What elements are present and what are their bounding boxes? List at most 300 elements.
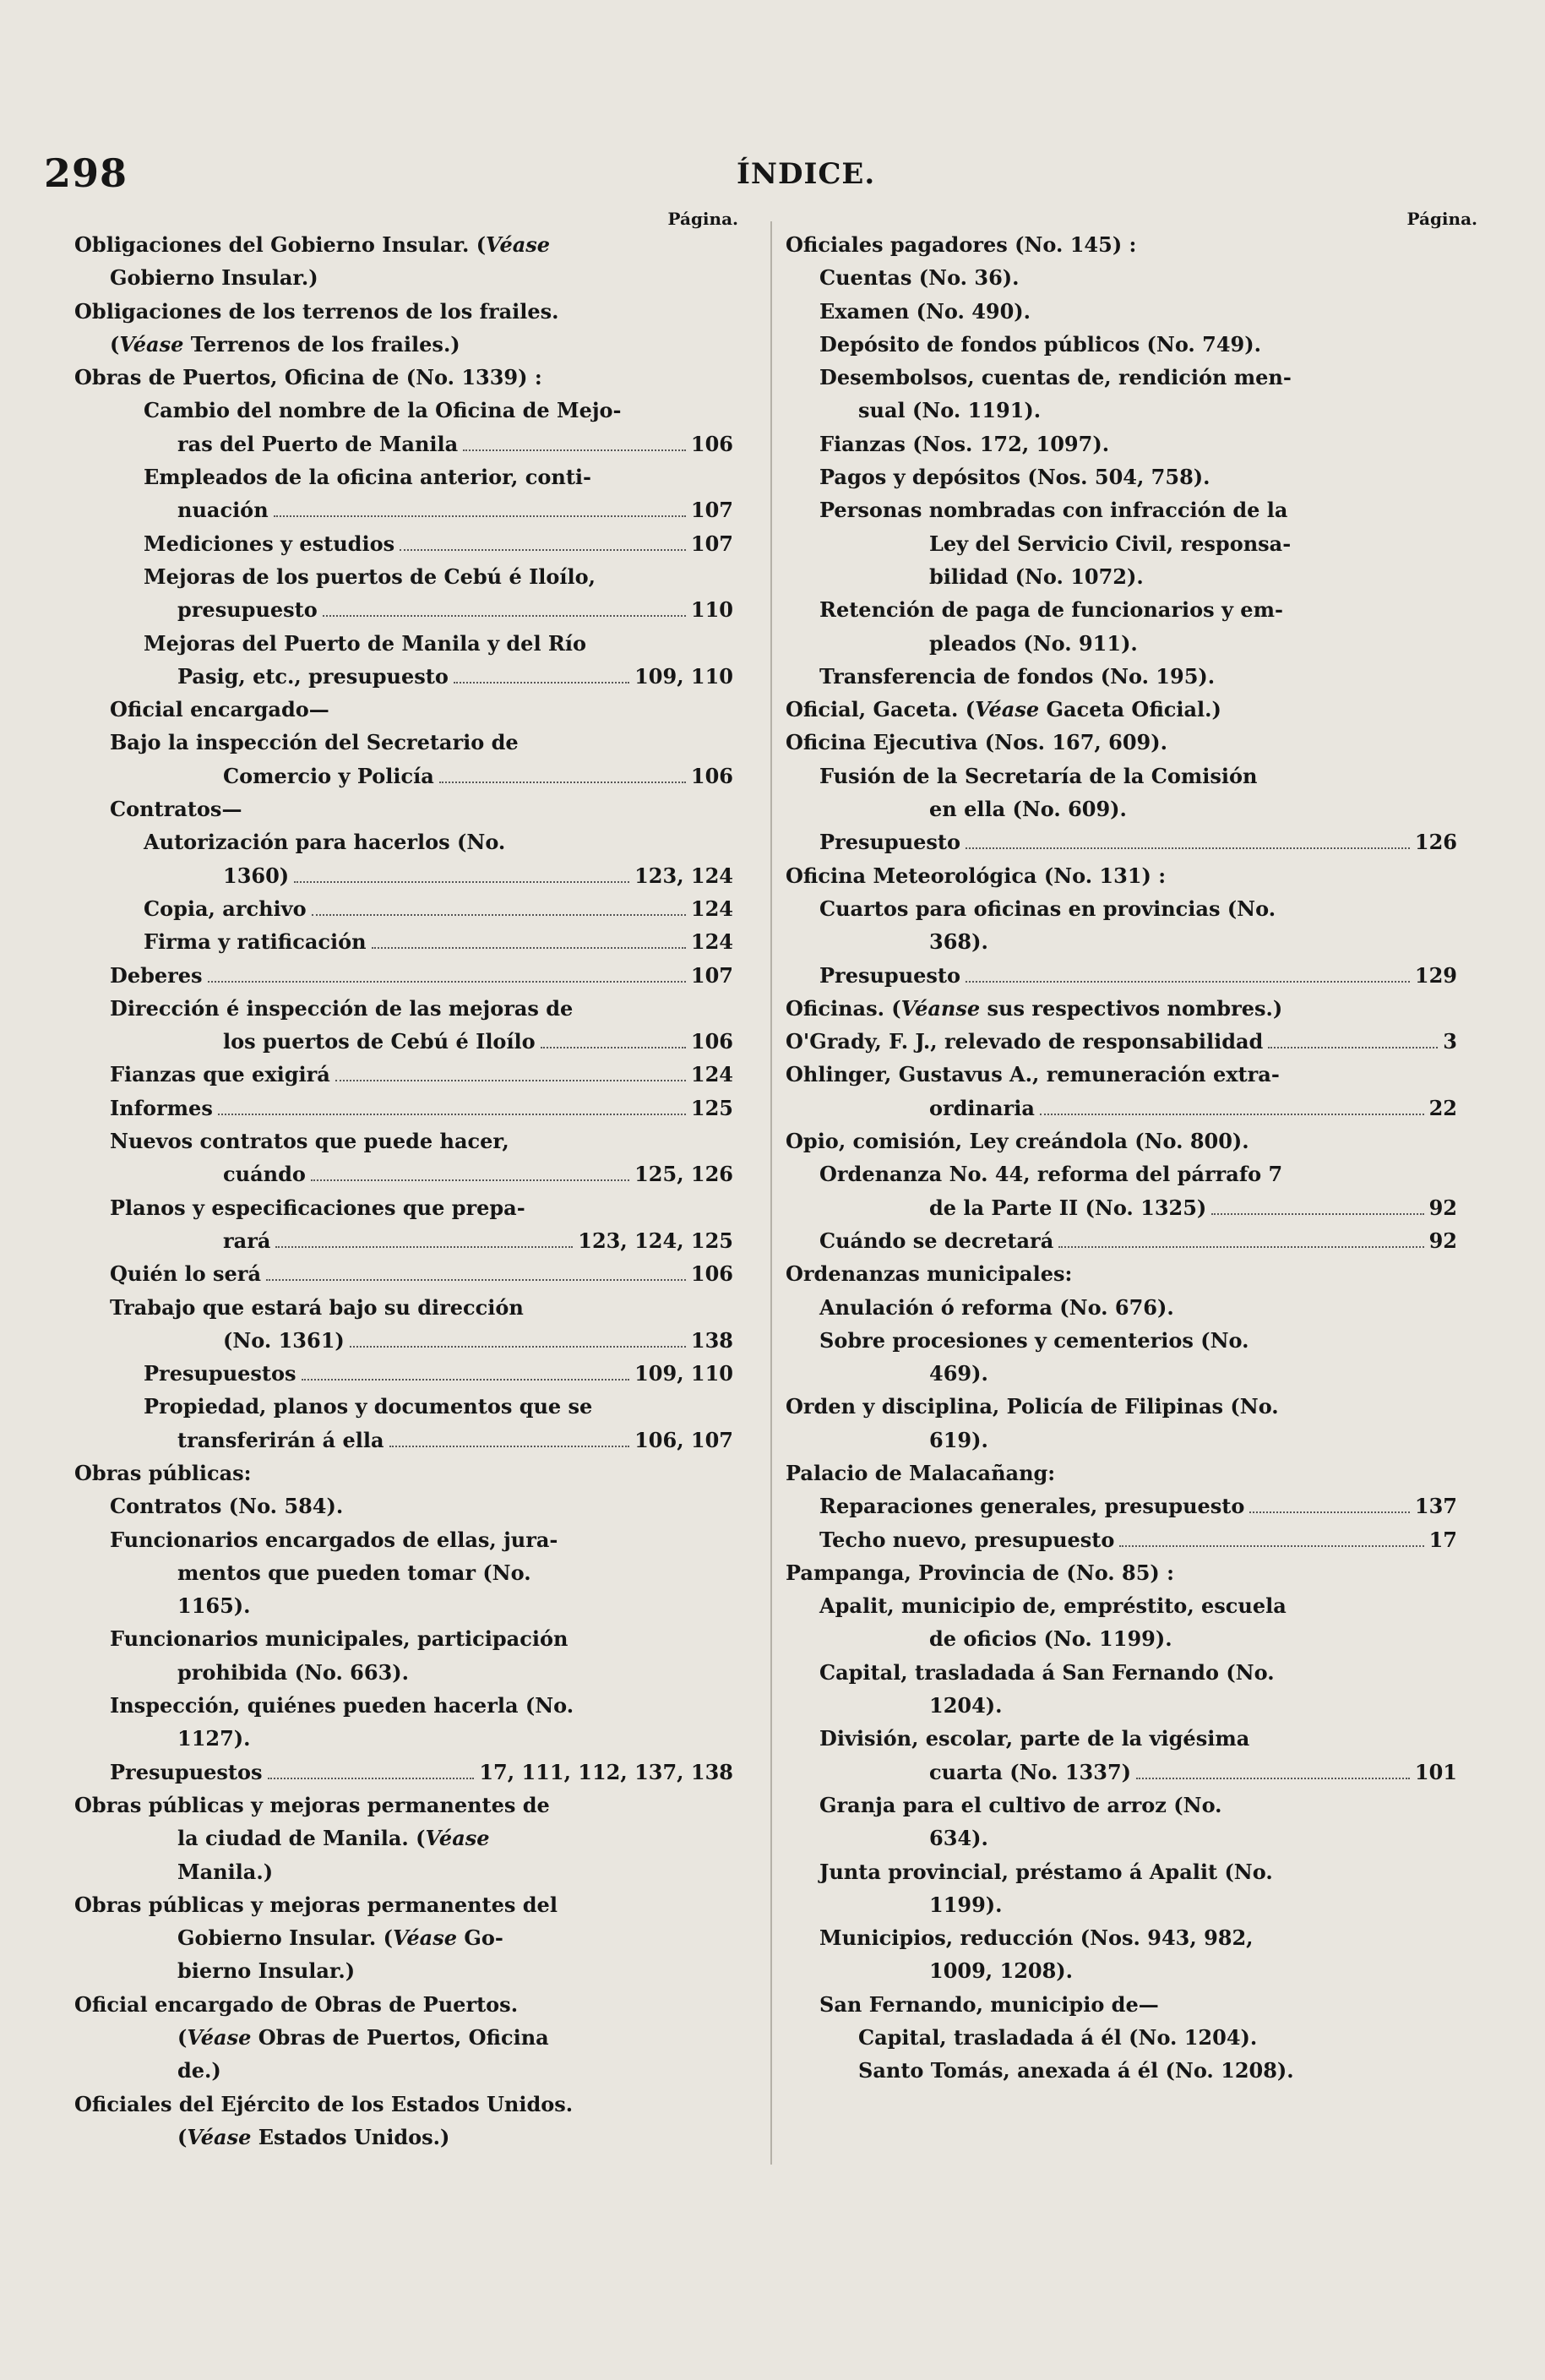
dot-leader: [275, 1245, 573, 1248]
dot-leader: [312, 913, 686, 916]
index-entry: [74, 261, 733, 294]
entry-text: 1009, 1208).: [929, 1958, 1074, 1984]
index-entry: [786, 1756, 1457, 1789]
index-entry: [786, 1424, 1457, 1457]
entry-text: 1204).: [929, 1693, 1003, 1718]
entry-text: de.): [177, 2058, 221, 2083]
entry-text: cuarta (No. 1337): [929, 1759, 1131, 1784]
entry-text: Capital, trasladada á San Fernando (No.: [819, 1659, 1275, 1685]
entry-text: Informes: [110, 1095, 213, 1120]
entry-text: Contratos—: [110, 797, 242, 822]
entry-text: Propiedad, planos y documentos que se: [144, 1394, 593, 1419]
entry-text-continued: Obras de Puertos, Oficina: [251, 2025, 549, 2051]
index-entry: [74, 2021, 733, 2054]
entry-text: Presupuestos: [144, 1361, 296, 1386]
index-entry: [786, 1257, 1457, 1290]
page-reference: 92: [1428, 1228, 1457, 1253]
index-entry: [786, 1921, 1457, 1954]
index-entry: [786, 2054, 1457, 2087]
entry-text: ordinaria: [929, 1095, 1035, 1120]
entry-text: 1199).: [929, 1892, 1003, 1917]
index-entry: [786, 560, 1457, 593]
index-entry: [786, 859, 1457, 892]
index-entry: [786, 1191, 1457, 1224]
entry-text: Inspección, quiénes pueden hacerla (No.: [110, 1693, 574, 1718]
index-entry: [74, 593, 733, 626]
entry-text: Obras de Puertos, Oficina de (No. 1339) :: [74, 365, 542, 390]
index-entry: [74, 1689, 733, 1722]
entry-text: Capital, trasladada á él (No. 1204).: [858, 2025, 1258, 2051]
entry-text: Pagos y depósitos (Nos. 504, 758).: [819, 465, 1210, 490]
entry-text-continued: sus respectivos nombres.): [980, 995, 1283, 1021]
index-entry: [74, 660, 733, 693]
dot-leader: [268, 1777, 475, 1779]
page-header: [44, 150, 1497, 201]
entry-text: bierno Insular.): [177, 1958, 356, 1984]
entry-text: 634).: [929, 1826, 988, 1851]
entry-text: Quién lo será: [110, 1261, 262, 1287]
index-entry: [786, 1224, 1457, 1257]
entry-text: en ella (No. 609).: [929, 797, 1127, 822]
dot-leader: [1136, 1777, 1410, 1779]
page-reference: 123, 124: [634, 863, 733, 888]
index-entry: [786, 1689, 1457, 1722]
index-entry: [74, 1954, 733, 1987]
see-reference: Véase: [975, 697, 1040, 722]
index-entry: [74, 2121, 733, 2154]
index-entry: [786, 1954, 1457, 1987]
index-entry: [786, 1092, 1457, 1125]
index-entry: [74, 726, 733, 759]
dot-leader: [274, 515, 686, 517]
page-reference: 109, 110: [634, 663, 733, 689]
dot-leader: [1119, 1544, 1423, 1547]
page-reference: 123, 124, 125: [578, 1228, 733, 1253]
index-entries-right: [786, 228, 1457, 2088]
index-entry: [74, 493, 733, 526]
index-entry: [74, 792, 733, 825]
entry-text: 469).: [929, 1361, 988, 1386]
index-entry: [74, 1058, 733, 1091]
entry-text: Oficina Ejecutiva (Nos. 167, 609).: [786, 730, 1167, 755]
index-entry: [786, 1490, 1457, 1522]
entry-text: Cambio del nombre de la Oficina de Mejo-: [144, 398, 622, 423]
index-entry: [786, 660, 1457, 693]
index-entry: [74, 1424, 733, 1457]
page-reference: 3: [1443, 1029, 1457, 1054]
index-entry: [74, 460, 733, 493]
index-entry: [786, 1357, 1457, 1390]
index-entry: [74, 2054, 733, 2087]
entry-text: Mediciones y estudios: [144, 531, 395, 556]
page-reference: 126: [1414, 830, 1457, 855]
index-entry: [74, 1921, 733, 1954]
entry-text: Apalit, municipio de, empréstito, escuela: [819, 1593, 1287, 1619]
see-reference: Véase: [187, 2025, 252, 2051]
dot-leader: [302, 1378, 630, 1381]
index-entry: [74, 1523, 733, 1556]
index-entry: [74, 1357, 733, 1390]
index-entry: [786, 1157, 1457, 1190]
pagina-header-right: Página.: [1406, 209, 1477, 229]
pagina-header-left: Página.: [667, 209, 738, 229]
index-entry: [786, 1656, 1457, 1689]
index-entry: [74, 1589, 733, 1622]
entry-text: Obras públicas y mejoras permanentes del: [74, 1892, 558, 1917]
index-entry: [786, 1556, 1457, 1589]
page-reference: 22: [1428, 1095, 1457, 1120]
dot-leader: [1268, 1046, 1438, 1048]
entry-text: sual (No. 1191).: [858, 398, 1042, 423]
index-entry: [786, 792, 1457, 825]
page-reference: 106: [690, 1261, 733, 1287]
see-reference: Véase: [425, 1826, 490, 1851]
entry-text: Fusión de la Secretaría de la Comisión: [819, 763, 1258, 788]
entry-text: San Fernando, municipio de—: [819, 1991, 1159, 2017]
dot-leader: [218, 1113, 686, 1115]
entry-text: Fianzas que exigirá: [110, 1062, 330, 1087]
entry-text: Oficiales pagadores (No. 145) :: [786, 232, 1137, 257]
entry-text: 1360): [223, 863, 290, 888]
dot-leader: [400, 548, 686, 551]
entry-text-continued: Estados Unidos.): [251, 2124, 450, 2149]
index-entry: [786, 1822, 1457, 1854]
index-entry: [786, 428, 1457, 460]
dot-leader: [1211, 1212, 1423, 1215]
dot-leader: [294, 880, 629, 883]
index-entry: [74, 560, 733, 593]
index-entry: [786, 925, 1457, 958]
entry-text: rará: [223, 1228, 271, 1253]
entry-text: Palacio de Malacañang:: [786, 1460, 1056, 1485]
entry-text: Obligaciones del Gobierno Insular. (: [74, 232, 487, 257]
index-entry: [786, 1025, 1457, 1058]
dot-leader: [350, 1345, 686, 1348]
index-entry: [786, 1622, 1457, 1655]
index-entry: [74, 1490, 733, 1522]
page-reference: 109, 110: [634, 1361, 733, 1386]
page-reference: 125, 126: [634, 1162, 733, 1187]
entry-text: Copia, archivo: [144, 896, 307, 921]
entry-text: Presupuestos: [110, 1759, 263, 1784]
entry-text: 1165).: [177, 1593, 251, 1619]
page-reference: 17, 111, 112, 137, 138: [479, 1759, 733, 1784]
entry-text: presupuesto: [177, 597, 318, 623]
index-entry: [786, 593, 1457, 626]
entry-text: Contratos (No. 584).: [110, 1494, 344, 1519]
entry-text: Oficial, Gaceta. (: [786, 697, 976, 722]
page-reference: 137: [1414, 1494, 1457, 1519]
dot-leader: [323, 614, 686, 617]
entry-text: Techo nuevo, presupuesto: [819, 1527, 1115, 1552]
index-entry: [786, 1390, 1457, 1423]
index-entry: [786, 1324, 1457, 1357]
entry-text: Cuartos para oficinas en provincias (No.: [819, 896, 1276, 921]
entry-text: ras del Puerto de Manila: [177, 431, 459, 456]
dot-leader: [1058, 1245, 1423, 1248]
dot-leader: [208, 980, 686, 983]
page-reference: 106: [690, 1029, 733, 1054]
entry-text: Autorización para hacerlos (No.: [144, 830, 506, 855]
index-entry: [74, 428, 733, 460]
index-entry: [74, 527, 733, 560]
index-entry: [74, 1622, 733, 1655]
index-entry: [786, 1125, 1457, 1157]
index-entry: [786, 1291, 1457, 1324]
index-entry: [74, 2088, 733, 2121]
column-divider: [770, 221, 772, 2165]
entry-text: 368).: [929, 929, 988, 955]
entry-text: de la Parte II (No. 1325): [929, 1195, 1207, 1220]
entry-text: Oficina Meteorológica (No. 131) :: [786, 863, 1167, 888]
entry-text: Comercio y Policía: [223, 763, 434, 788]
index-entry: [786, 1058, 1457, 1091]
dot-leader: [311, 1179, 629, 1181]
entry-text: Junta provincial, préstamo á Apalit (No.: [819, 1859, 1273, 1884]
index-entry: [786, 295, 1457, 328]
page-reference: 124: [690, 929, 733, 955]
entry-text: los puertos de Cebú é Iloílo: [223, 1029, 536, 1054]
entry-text: 1127).: [177, 1726, 251, 1751]
entry-text: (: [177, 2025, 188, 2051]
index-entry: [74, 1257, 733, 1290]
entry-text: pleados (No. 911).: [929, 630, 1138, 656]
page-reference: 107: [690, 531, 733, 556]
entry-text: (No. 1361): [223, 1327, 345, 1353]
entry-text: Funcionarios municipales, participación: [110, 1626, 568, 1652]
dot-leader: [439, 781, 686, 783]
entry-text: Nuevos contratos que puede hacer,: [110, 1129, 509, 1154]
entry-text: Examen (No. 490).: [819, 298, 1031, 324]
index-entry: [74, 1822, 733, 1854]
index-entry: [74, 1722, 733, 1755]
index-column-left: [74, 209, 738, 2154]
entry-text: Manila.): [177, 1859, 274, 1884]
index-entry: [74, 394, 733, 427]
index-entry: [74, 959, 733, 992]
page-reference: 107: [690, 962, 733, 988]
index-entry: [786, 1789, 1457, 1822]
entry-text: Pampanga, Provincia de (No. 85) :: [786, 1560, 1174, 1585]
entry-text: Ordenanza No. 44, reforma del párrafo 7: [819, 1162, 1283, 1187]
entry-text: cuándo: [223, 1162, 306, 1187]
entry-text: Opio, comisión, Ley creándola (No. 800).: [786, 1129, 1249, 1154]
index-entry: [786, 726, 1457, 759]
entry-text: Reparaciones generales, presupuesto: [819, 1494, 1245, 1519]
dot-leader: [266, 1278, 686, 1281]
page-reference: 106: [690, 431, 733, 456]
index-column-right: [786, 209, 1477, 2088]
page-reference: 129: [1414, 962, 1457, 988]
index-entry: [786, 394, 1457, 427]
entry-text: prohibida (No. 663).: [177, 1659, 409, 1685]
entry-text: Oficial encargado de Obras de Puertos.: [74, 1991, 519, 2017]
index-entry: [74, 859, 733, 892]
entry-text: División, escolar, parte de la vigésima: [819, 1726, 1250, 1751]
entry-text: Mejoras del Puerto de Manila y del Río: [144, 630, 586, 656]
entry-text: 619).: [929, 1427, 988, 1452]
index-entry: [786, 1988, 1457, 2021]
index-entry: [786, 361, 1457, 394]
entry-text: Santo Tomás, anexada á él (No. 1208).: [858, 2058, 1294, 2083]
entry-text: Oficiales del Ejército de los Estados Unidos.: [74, 2091, 574, 2116]
entry-text: Transferencia de fondos (No. 195).: [819, 663, 1216, 689]
index-entry: [786, 992, 1457, 1025]
entry-text: Ley del Servicio Civil, responsa-: [929, 531, 1292, 556]
entry-text-continued: Go-: [456, 1925, 503, 1951]
dot-leader: [966, 980, 1410, 983]
running-head: ÍNDICE.: [737, 157, 876, 191]
index-entry: [74, 1092, 733, 1125]
index-entry: [74, 1224, 733, 1257]
entry-text: Municipios, reducción (Nos. 943, 982,: [819, 1925, 1254, 1951]
entry-text: Fianzas (Nos. 172, 1097).: [819, 431, 1110, 456]
index-entry: [74, 992, 733, 1025]
entry-text: Dirección é inspección de las mejoras de: [110, 995, 574, 1021]
entry-text-continued: Gaceta Oficial.): [1039, 697, 1221, 722]
index-entry: [74, 693, 733, 726]
entry-text: Ordenanzas municipales:: [786, 1261, 1073, 1287]
entry-text: Deberes: [110, 962, 203, 988]
entry-text: Pasig, etc., presupuesto: [177, 663, 449, 689]
index-entry: [74, 1988, 733, 2021]
entry-text: Granja para el cultivo de arroz (No.: [819, 1792, 1222, 1817]
dot-leader: [454, 681, 629, 684]
entry-text: Personas nombradas con infracción de la: [819, 498, 1288, 523]
index-entry: [786, 825, 1457, 858]
index-entry: [74, 328, 733, 361]
index-entry: [74, 361, 733, 394]
page-reference: 124: [690, 1062, 733, 1087]
dot-leader: [372, 946, 686, 949]
entry-text: Presupuesto: [819, 830, 961, 855]
entry-text: Gobierno Insular. (: [177, 1925, 393, 1951]
index-entry: [74, 1656, 733, 1689]
entry-text: Obras públicas y mejoras permanentes de: [74, 1792, 550, 1817]
index-entry: [74, 627, 733, 660]
entry-text: Planos y especificaciones que prepa-: [110, 1195, 525, 1220]
page-reference: 101: [1414, 1759, 1457, 1784]
index-entry: [786, 228, 1457, 261]
page-reference: 106: [690, 763, 733, 788]
index-entry: [786, 892, 1457, 925]
index-entry: [786, 627, 1457, 660]
entry-text: Bajo la inspección del Secretario de: [110, 730, 519, 755]
entry-text: mentos que pueden tomar (No.: [177, 1560, 531, 1585]
index-entry: [74, 1125, 733, 1157]
entry-text: Presupuesto: [819, 962, 961, 988]
entry-text: la ciudad de Manila. (: [177, 1826, 426, 1851]
index-entry: [74, 1025, 733, 1058]
dot-leader: [335, 1079, 686, 1081]
page-reference: 107: [690, 498, 733, 523]
dot-leader: [1249, 1511, 1409, 1513]
page-reference: 138: [690, 1327, 733, 1353]
index-entry: [74, 1855, 733, 1888]
entry-text: transferirán á ella: [177, 1427, 384, 1452]
index-entry: [74, 825, 733, 858]
entry-text: Retención de paga de funcionarios y em-: [819, 597, 1283, 623]
entry-text: bilidad (No. 1072).: [929, 564, 1144, 589]
index-entry: [74, 892, 733, 925]
entry-text: Orden y disciplina, Policía de Filipinas (No.: [786, 1394, 1279, 1419]
entry-text: Ohlinger, Gustavus A., remuneración extra-: [786, 1062, 1280, 1087]
index-entry: [74, 1291, 733, 1324]
page-reference: 124: [690, 896, 733, 921]
entry-text: (: [177, 2124, 188, 2149]
index-entry: [786, 693, 1457, 726]
page-reference: 92: [1428, 1195, 1457, 1220]
index-entry: [74, 1324, 733, 1357]
dot-leader: [966, 847, 1410, 849]
entry-text: O'Grady, F. J., relevado de responsabilidad: [786, 1029, 1264, 1054]
see-reference: Véanse: [900, 995, 981, 1021]
entry-text: Oficinas. (: [786, 995, 901, 1021]
index-entry: [786, 1523, 1457, 1556]
entry-text: (: [110, 331, 120, 357]
entry-text: Oficial encargado—: [110, 697, 329, 722]
index-entry: [786, 1722, 1457, 1755]
index-entry: [786, 1888, 1457, 1921]
entry-text: Firma y ratificación: [144, 929, 367, 955]
entry-text: Anulación ó reforma (No. 676).: [819, 1294, 1174, 1320]
entry-text: Funcionarios encargados de ellas, jura-: [110, 1527, 558, 1552]
index-entry: [786, 959, 1457, 992]
see-reference: Véase: [392, 1925, 457, 1951]
index-entry: [74, 1457, 733, 1490]
entry-text: Sobre procesiones y cementerios (No.: [819, 1327, 1249, 1353]
index-entry: [786, 2021, 1457, 2054]
entry-text: Trabajo que estará bajo su dirección: [110, 1294, 524, 1320]
index-entry: [786, 493, 1457, 526]
entry-text: Empleados de la oficina anterior, conti-: [144, 465, 592, 490]
index-entry: [74, 295, 733, 328]
index-entries-left: [74, 228, 733, 2154]
index-entry: [74, 760, 733, 792]
index-entry: [786, 261, 1457, 294]
entry-text: Obligaciones de los terrenos de los frailes.: [74, 298, 559, 324]
dot-leader: [463, 449, 686, 451]
index-entry: [786, 1855, 1457, 1888]
index-entry: [786, 760, 1457, 792]
dot-leader: [541, 1046, 686, 1048]
page-reference: 17: [1428, 1527, 1457, 1552]
index-entry: [74, 1390, 733, 1423]
entry-text: Depósito de fondos públicos (No. 749).: [819, 331, 1261, 357]
dot-leader: [1040, 1113, 1424, 1115]
see-reference: Véase: [486, 232, 551, 257]
index-entry: [786, 1457, 1457, 1490]
index-entry: [786, 1589, 1457, 1622]
index-entry: [74, 925, 733, 958]
entry-text-continued: Terrenos de los frailes.): [183, 331, 460, 357]
entry-text: Mejoras de los puertos de Cebú é Iloílo,: [144, 564, 596, 589]
entry-text: Cuándo se decretará: [819, 1228, 1054, 1253]
entry-text: Cuentas (No. 36).: [819, 265, 1020, 291]
index-entry: [74, 1556, 733, 1589]
entry-text: Obras públicas:: [74, 1460, 252, 1485]
entry-text: Gobierno Insular.): [110, 265, 318, 291]
see-reference: Véase: [119, 331, 184, 357]
index-entry: [74, 1191, 733, 1224]
entry-text: de oficios (No. 1199).: [929, 1626, 1172, 1652]
page-number: 298: [44, 150, 128, 196]
index-entry: [74, 1157, 733, 1190]
dot-leader: [389, 1445, 630, 1447]
index-entry: [74, 1888, 733, 1921]
index-entry: [786, 527, 1457, 560]
page-reference: 106, 107: [634, 1427, 733, 1452]
